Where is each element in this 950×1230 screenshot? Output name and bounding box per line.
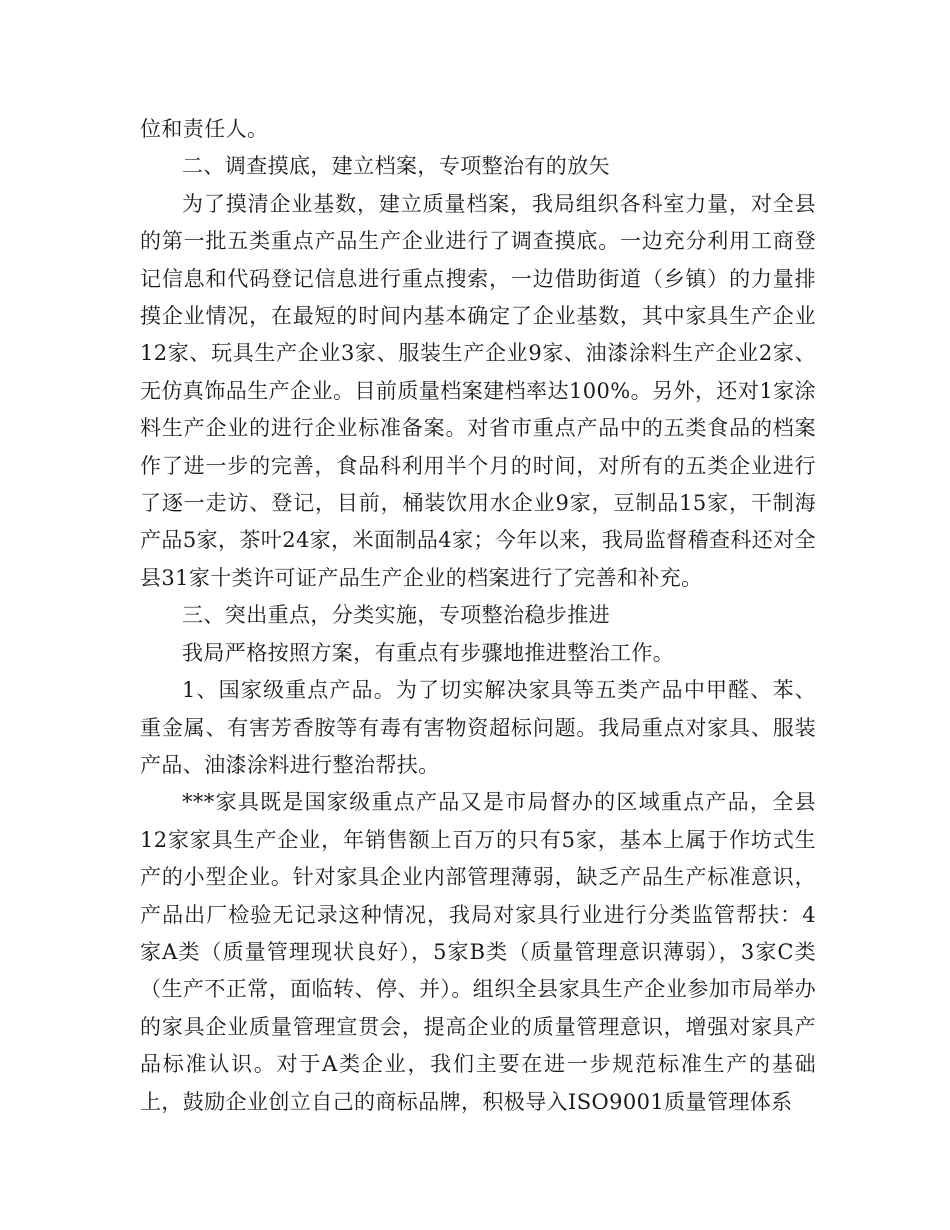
paragraph-plan: 我局严格按照方案，有重点有步骤地推进整治工作。: [182, 640, 675, 665]
section-heading-2: 二、调查摸底，建立档案，专项整治有的放矢: [182, 154, 610, 179]
paragraph-continuation: 位和责任人。: [140, 117, 269, 141]
document-body: [140, 111, 816, 1121]
paragraph-survey: 为了摸清企业基数，建立质量档案，我局组织各科室力量，对全县的第一批五类重点产品生产企业进行了调查摸底。一边充分利用工商登记信息和代码登记信息进行重点搜索，一边借助街道（乡镇）的力量排摸企业情况，在最短的时间内基本确定了企业基数，其中家具生产企业12家、玩具生产企业3家、服装生产企业9家、油漆涂料生产企业2家、无仿真饰品生产企业。目前质量档案建档率达100%。另外，还对1家涂料生产企业的进行企业标准备案。对省市重点产品中的五类食品的档案作了进一步的完善，食品科利用半个月的时间，对所有的五类企业进行了逐一走访、登记，目前，桶装饮用水企业9家，豆制品15家，干制海产品5家，茶叶24家，米面制品4家；今年以来，我局监督稽查科还对全县31家十类许可证产品生产企业的档案进行了完善和补充。: [140, 191, 816, 590]
paragraph-furniture: ***家具既是国家级重点产品又是市局督办的区域重点产品，全县12家家具生产企业，年销售额上百万的只有5家，基本上属于作坊式生产的小型企业。针对家具企业内部管理薄弱，缺乏产品生产标准意识，产品出厂检验无记录这种情况，我局对家具行业进行分类监管帮扶：4家A类（质量管理现状良好），5家B类（质量管理意识薄弱），3家C类（生产不正常，面临转、停、并）。组织全县家具生产企业参加市局举办的家具企业质量管理宣贯会，提高企业的质量管理意识，增强对家具产品标准认识。对于A类企业，我们主要在进一步规范标准生产的基础上，鼓励企业创立自己的商标品牌，积极导入ISO9001质量管理体系: [140, 790, 816, 1114]
paragraph-national-products: 1、国家级重点产品。为了切实解决家具等五类产品中甲醛、苯、重金属、有害芳香胺等有毒有害物资超标问题。我局重点对家具、服装产品、油漆涂料进行整治帮扶。: [140, 678, 816, 777]
section-heading-3: 三、突出重点，分类实施，专项整治稳步推进: [182, 603, 610, 628]
